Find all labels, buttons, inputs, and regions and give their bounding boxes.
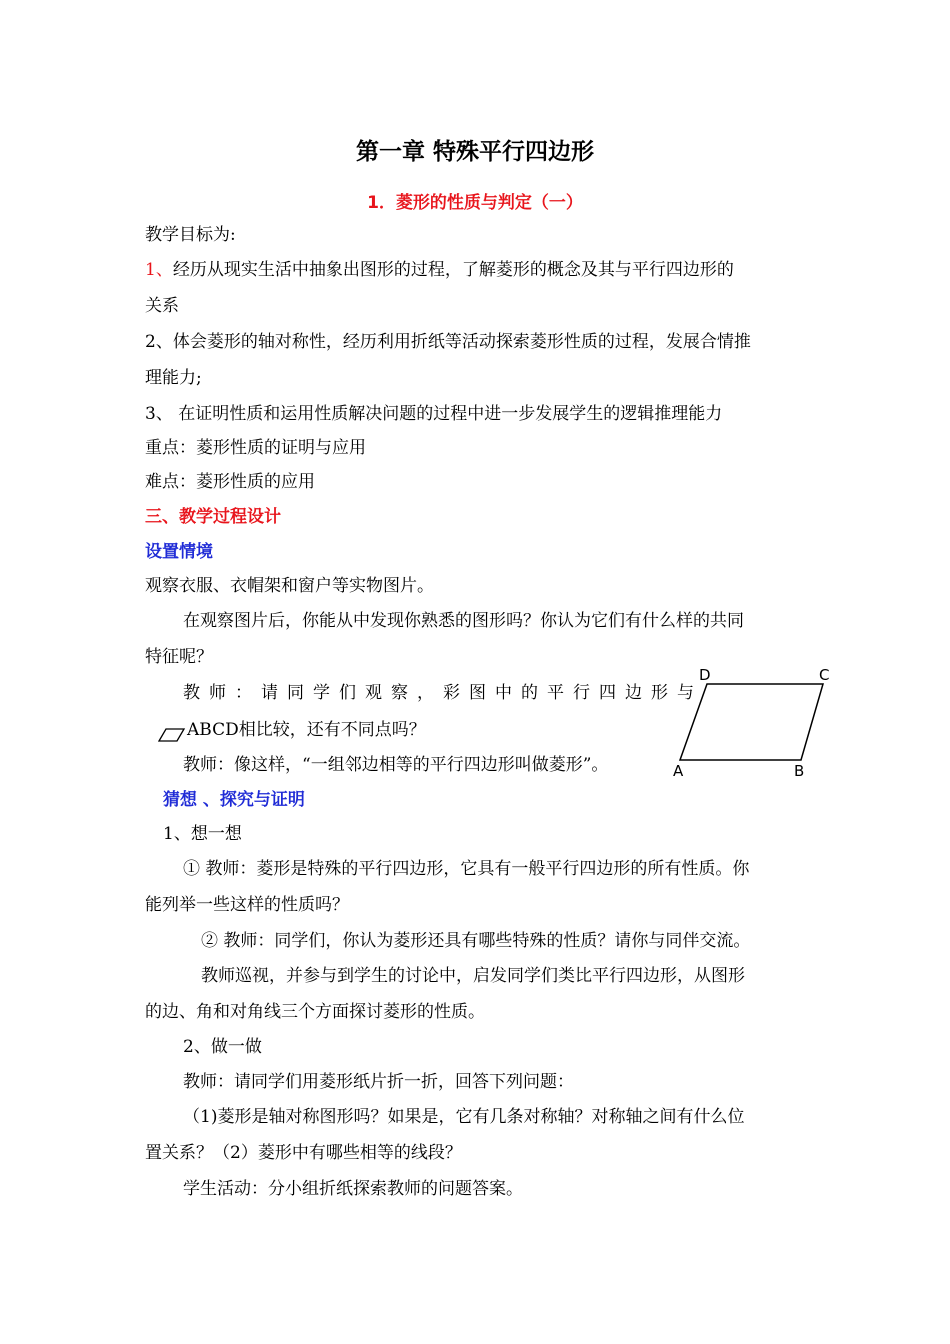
teacher-prompt-3: 教师：请同学们用菱形纸片折一折，回答下列问题： xyxy=(183,1072,574,1092)
patrol-line-1: 教师巡视，并参与到学生的讨论中，启发同学们类比平行四边形，从图形 xyxy=(201,966,745,986)
teacher-prompt-1-continued: ABCD相比较，还有不同点吗？ xyxy=(187,720,426,740)
page-title: 第一章 特殊平行四边形 xyxy=(355,139,594,165)
do-heading: 2、做一做 xyxy=(183,1037,262,1057)
objective-1-text: 经历从现实生活中抽象出图形的过程，了解菱形的概念及其与平行四边形的 xyxy=(172,260,734,280)
question-line-2: 特征呢？ xyxy=(145,647,213,667)
parallelogram-shape xyxy=(680,684,823,760)
objectives-heading: 教学目标为: xyxy=(145,225,236,245)
vertex-label-d: D xyxy=(699,666,711,684)
key-point: 重点：菱形性质的证明与应用 xyxy=(145,438,366,458)
teacher-prompt-1: 教师：请同学们观察，彩图中的平行四边形与 xyxy=(183,683,703,703)
parallelogram-abcd-figure xyxy=(668,664,848,780)
section-teaching-process: 三、教学过程设计 xyxy=(145,507,281,527)
objective-2-continued: 理能力; xyxy=(145,368,202,388)
vertex-label-b: B xyxy=(794,762,805,780)
setup-heading: 设置情境 xyxy=(145,542,213,562)
vertex-label-c: C xyxy=(819,666,830,684)
questions-line-1: （1)菱形是轴对称图形吗？如果是，它有几条对称轴？对称轴之间有什么位 xyxy=(183,1107,745,1127)
objective-3: 3、 在证明性质和运用性质解决问题的过程中进一步发展学生的逻辑推理能力 xyxy=(145,404,723,424)
guess-explore-heading: 猜想 、探究与证明 xyxy=(163,790,305,810)
difficulty: 难点：菱形性质的应用 xyxy=(145,472,315,492)
think-heading: 1、想一想 xyxy=(163,824,242,844)
objective-1-number: 1、 xyxy=(145,260,173,280)
item-1-line-2: 能列举一些这样的性质吗？ xyxy=(145,895,349,915)
setup-text: 观察衣服、衣帽架和窗户等实物图片。 xyxy=(145,576,434,596)
item-1-line-1: ① 教师：菱形是特殊的平行四边形，它具有一般平行四边形的所有性质。你 xyxy=(183,859,750,879)
teacher-prompt-2: 教师：像这样，“一组邻边相等的平行四边形叫做菱形”。 xyxy=(183,755,609,775)
questions-line-2: 置关系？（2）菱形中有哪些相等的线段？ xyxy=(145,1143,462,1163)
parallelogram-symbol-icon xyxy=(158,727,186,743)
objective-1 xyxy=(145,258,734,282)
objective-2: 2、体会菱形的轴对称性，经历利用折纸等活动探索菱形性质的过程，发展合情推 xyxy=(145,332,751,352)
patrol-line-2: 的边、角和对角线三个方面探讨菱形的性质。 xyxy=(145,1002,485,1022)
question-line-1: 在观察图片后，你能从中发现你熟悉的图形吗？你认为它们有什么样的共同 xyxy=(183,611,744,631)
item-2: ② 教师：同学们，你认为菱形还具有哪些特殊的性质？请你与同伴交流。 xyxy=(201,931,751,951)
objective-1-continued: 关系 xyxy=(145,296,179,316)
vertex-label-a: A xyxy=(673,762,684,780)
student-activity: 学生活动：分小组折纸探索教师的问题答案。 xyxy=(183,1179,523,1199)
lesson-subtitle: 1．菱形的性质与判定（一） xyxy=(367,193,583,213)
